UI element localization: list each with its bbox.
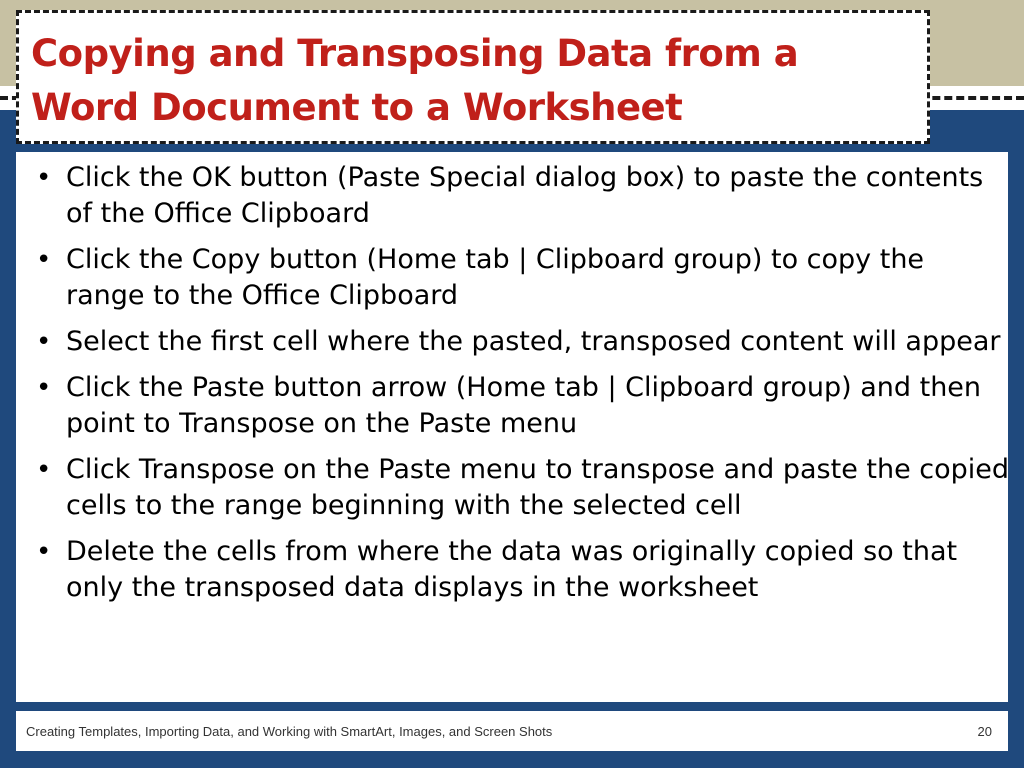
content-panel <box>16 152 1008 702</box>
footer <box>16 711 1008 751</box>
bullet-text: Delete the cells from where the data was originally copied so that only the transposed data displays in the worksheet <box>66 536 958 603</box>
bullet-text: Click the Copy button (Home tab | Clipboard group) to copy the range to the Office Clipboard <box>66 244 925 311</box>
page-number: 20 <box>977 723 992 739</box>
title-box <box>16 10 930 144</box>
bullet-dot-icon: • <box>36 327 52 357</box>
bullet-item <box>26 452 1011 524</box>
bullet-dot-icon: • <box>36 537 52 567</box>
bullet-item <box>26 370 1011 442</box>
footer-text: Creating Templates, Importing Data, and Working with SmartArt, Images, and Screen Shots <box>26 723 553 739</box>
bullet-text: Click the Paste button arrow (Home tab | Clipboard group) and then point to Transpose on the Paste menu <box>66 372 982 439</box>
bullet-dot-icon: • <box>36 163 52 193</box>
bullet-dot-icon: • <box>36 373 52 403</box>
bullet-text: Click the OK button (Paste Special dialog box) to paste the contents of the Office Clipboard <box>66 162 984 229</box>
bullet-item <box>26 534 1011 606</box>
bullet-dot-icon: • <box>36 245 52 275</box>
bullet-text: Select the first cell where the pasted, transposed content will appear <box>66 326 1001 357</box>
bullet-item <box>26 242 1011 314</box>
bullet-list <box>26 160 1011 616</box>
bullet-item <box>26 324 1011 360</box>
slide-title: Copying and Transposing Data from a Word Document to a Worksheet <box>31 32 799 129</box>
bullet-text: Click Transpose on the Paste menu to transpose and paste the copied cells to the range beginning with the selected cell <box>66 454 1010 521</box>
bullet-dot-icon: • <box>36 455 52 485</box>
bullet-item <box>26 160 1011 232</box>
